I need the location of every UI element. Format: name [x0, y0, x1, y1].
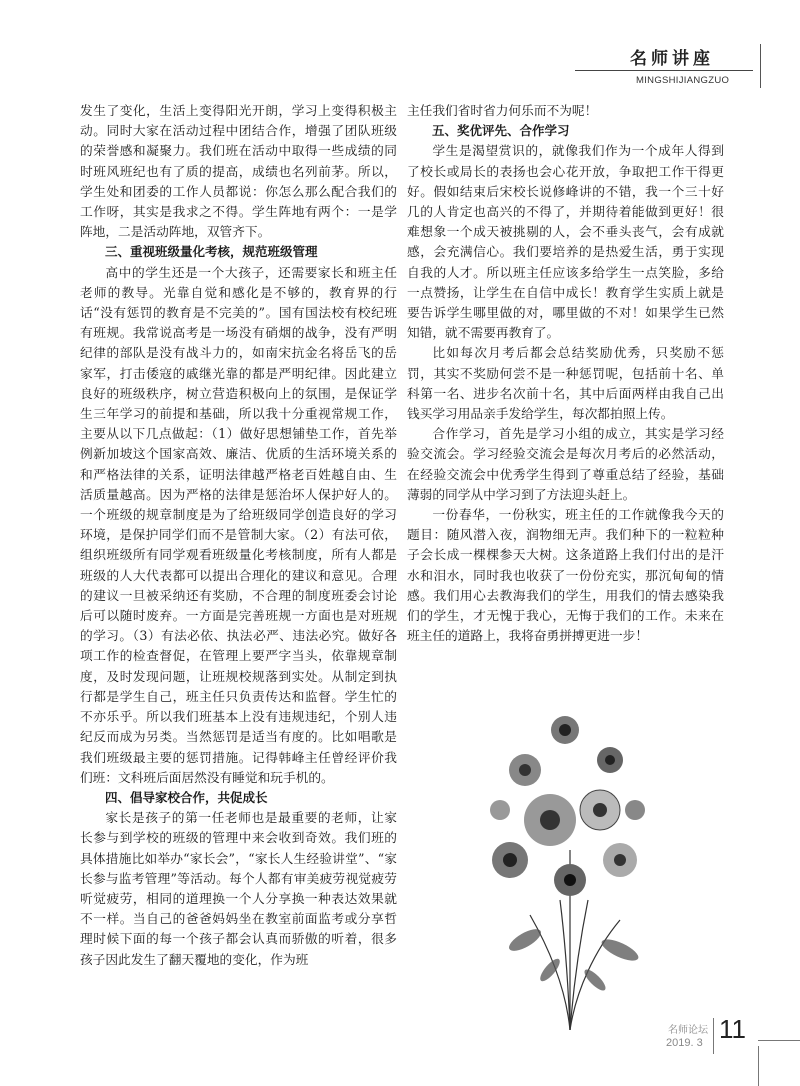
- section-heading-5: 五、奖优评先、合作学习: [432, 123, 570, 139]
- right-column: [407, 101, 724, 646]
- paragraph: 发生了变化，生活上变得阳光开朗，学习上变得积极主动。同时大家在活动过程中团结合作，增强了团队班级的荣誉感和凝聚力。我们班在活动中取得一些成绩的同时班风班纪也有了质的提高，成绩也名列前茅。所以，学生处和团委的工作人员都说：你怎么那么配合我们的工作呀，其实是我求之不得。学生阵地有两个：一是学阵地，二是活动阵地，双管齐下。: [80, 103, 397, 240]
- header-subtitle: MINGSHIJIANGZUO: [636, 75, 730, 86]
- section-heading-3: 三、重视班级量化考核，规范班级管理: [105, 244, 318, 260]
- bottom-tick: [758, 1046, 759, 1086]
- footer-magazine: 名师论坛: [668, 1025, 708, 1036]
- flower-bouquet-icon: [470, 700, 670, 1030]
- header-vline: [760, 44, 761, 88]
- page-number: 11: [719, 1014, 746, 1044]
- left-column: [80, 101, 397, 970]
- section-heading-4: 四、倡导家校合作，共促成长: [105, 789, 268, 805]
- paragraph: 家长是孩子的第一任老师也是最重要的老师，让家长参与到学校的班级的管理中来会收到奇效。我们班的具体措施比如举办“家长会”，“家长人生经验讲堂”、“家长参与监考管理”等活动。每个人都有审美疲劳视觉疲劳听觉疲劳，相同的道理换一个人分享换一种表达效果就不一样。当自己的爸爸妈妈坐在教室前面监考或分享哲理时候下面的每一个孩子都会认真而骄傲的听着，很多孩子因此发生了翻天覆地的变化，作为班: [80, 810, 397, 967]
- header-rule: [575, 70, 753, 71]
- paragraph: 一份春华，一份秋实，班主任的工作就像我今天的题目：随风潜入夜，润物细无声。我们种下的一粒粒种子会长成一棵棵参天大树。这条道路上我们付出的是汗水和泪水，同时我也收获了一份份充实，那沉甸甸的情感。我们用心去教海我们的学生，用我们的情去感染我们的学生，才无愧于我心，无悔于我们的工作。未来在班主任的道路上，我将奋勇拼搏更进一步！: [407, 507, 724, 644]
- header-title: 名师讲座: [630, 49, 714, 69]
- paragraph: 学生是渴望赏识的，就像我们作为一个成年人得到了校长或局长的表扬也会心花开放，争取把工作干得更好。假如结束后宋校长说修峰讲的不错，我一个三十好几的人肯定也高兴的不得了，并期待着能做到更好！很难想象一个成天被挑剔的人，会不垂头丧气，会有成就感，会充满信心。我们要培养的是热爱生活，勇于实现自我的人才。所以班主任应该多给学生一点笑脸，多给一点赞扬，让学生在自信中成长！教育学生实质上就是要告诉学生哪里做的对，哪里做的不对！如果学生已然知错，就不需要再教育了。: [407, 143, 724, 341]
- footer-vline: [713, 1018, 714, 1054]
- footer-rule: [758, 1040, 800, 1041]
- paragraph: 主任我们省时省力何乐而不为呢！: [407, 103, 598, 118]
- footer-date: 2019. 3: [666, 1037, 703, 1049]
- paragraph: 合作学习，首先是学习小组的成立，其实是学习经验交流会。学习经验交流会是每次月考后的必然活动，在经验交流会中优秀学生得到了尊重总结了经验，基础薄弱的同学从中学习到了方法迎头赶上。: [407, 426, 724, 502]
- paragraph: 高中的学生还是一个大孩子，还需要家长和班主任老师的教导。光靠自觉和感化是不够的，教育界的行话“没有惩罚的教育是不完美的”。国有国法校有校纪班有班规。我常说高考是一场没有硝烟的战争，没有严明纪律的部队是没有战斗力的，如南宋抗金名将岳飞的岳家军，打击倭寇的戚继光靠的都是严明纪律。因此建立良好的班级秩序，树立营造积极向上的氛围，是保证学生三年学习的前提和基础，所以我十分重视常规工作，主要从以下几点做起：（1）做好思想铺垫工作，首先举例新加坡这个国家高效、廉洁、优质的生活环境关系的和严格法律的关系，证明法律越严格老百姓越自由、生活质量越高。因为严格的法律是惩治坏人保护好人的。一个班级的规章制度是为了给班级同学创造良好的学习环境，是保护同学们而不是管制大家。（2）有法可依，组织班级所有同学观看班级量化考核制度，所有人都是班级的人大代表都可以提出合理化的建议和意见。合理的建议一旦被采纳还有奖励，不合理的制度班委会讨论后可以随时废弃。一方面是完善班规一方面也是对班规的学习。（3）有法必依、执法必严、违法必究。做好各项工作的检查督促，在管理上要严字当头，依靠规章制度，及时发现问题，让班规校规落到实处。从制定到执行都是学生自己，班主任只负责传达和监督。学生忙的不亦乐乎。所以我们班基本上没有违规违纪，个别人违纪反而成为另类。当然惩罚是适当有度的。比如唱歌是我们班级最主要的惩罚措施。记得韩峰主任曾经评价我们班：文科班后面居然没有睡觉和玩手机的。: [80, 264, 397, 785]
- paragraph: 比如每次月考后都会总结奖励优秀，只奖励不惩罚，其实不奖励何尝不是一种惩罚呢，包括前十名、单科第一名、进步名次前十名，其中后面两样由我自己出钱买学习用品亲手发给学生，每次都拍照上传。: [407, 345, 724, 422]
